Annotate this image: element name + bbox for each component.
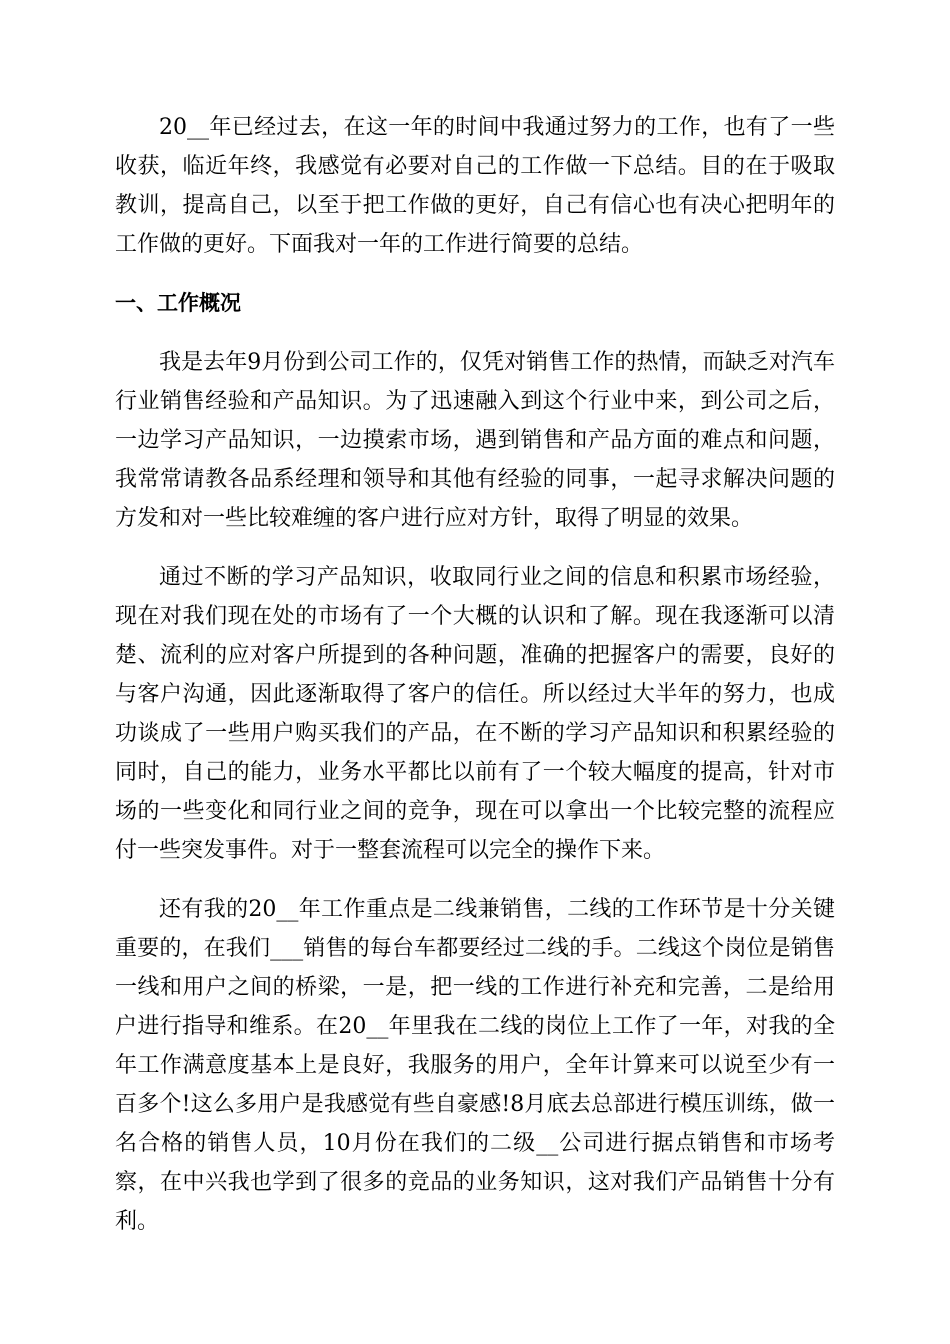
section-heading: 一、工作概况 <box>115 291 241 315</box>
body-paragraph: 还有我的20__年工作重点是二线兼销售，二线的工作环节是十分关键重要的，在我们___销售的每台车都要经过二线的手。二线这个岗位是销售一线和用户之间的桥梁，一是，把一线的工作进行补充和完善，二是给用户进行指导和维系。在20__年里我在二线的岗位上工作了一年，对我的全年工作满意度基本上是良好，我服务的用户，全年计算来可以说至少有一百多个!这么多用户是我感觉有些自豪感!8月底去总部进行模压训练，做一名合格的销售人员，10月份在我们的二级__公司进行据点销售和市场考察，在中兴我也学到了很多的竞品的业务知识，这对我们产品销售十分有利。 <box>115 897 835 1234</box>
intro-paragraph: 20__年已经过去，在这一年的时间中我通过努力的工作，也有了一些收获，临近年终，我感觉有必要对自己的工作做一下总结。目的在于吸取教训，提高自己，以至于把工作做的更好，自己有信心也有决心把明年的工作做的更好。下面我对一年的工作进行简要的总结。 <box>115 115 835 257</box>
body-paragraph: 通过不断的学习产品知识，收取同行业之间的信息和积累市场经验，现在对我们现在处的市场有了一个大概的认识和了解。现在我逐渐可以清楚、流利的应对客户所提到的各种问题，准确的把握客户的需要，良好的与客户沟通，因此逐渐取得了客户的信任。所以经过大半年的努力，也成功谈成了一些用户购买我们的产品，在不断的学习产品知识和积累经验的同时，自己的能力，业务水平都比以前有了一个较大幅度的提高，针对市场的一些变化和同行业之间的竞争，现在可以拿出一个比较完整的流程应付一些突发事件。对于一整套流程可以完全的操作下来。 <box>115 565 835 863</box>
body-paragraph: 我是去年9月份到公司工作的，仅凭对销售工作的热情，而缺乏对汽车行业销售经验和产品知识。为了迅速融入到这个行业中来，到公司之后，一边学习产品知识，一边摸索市场，遇到销售和产品方面的难点和问题，我常常请教各品系经理和领导和其他有经验的同事，一起寻求解决问题的方发和对一些比较难缠的客户进行应对方针，取得了明显的效果。 <box>115 350 835 531</box>
document-page <box>115 108 835 1261</box>
